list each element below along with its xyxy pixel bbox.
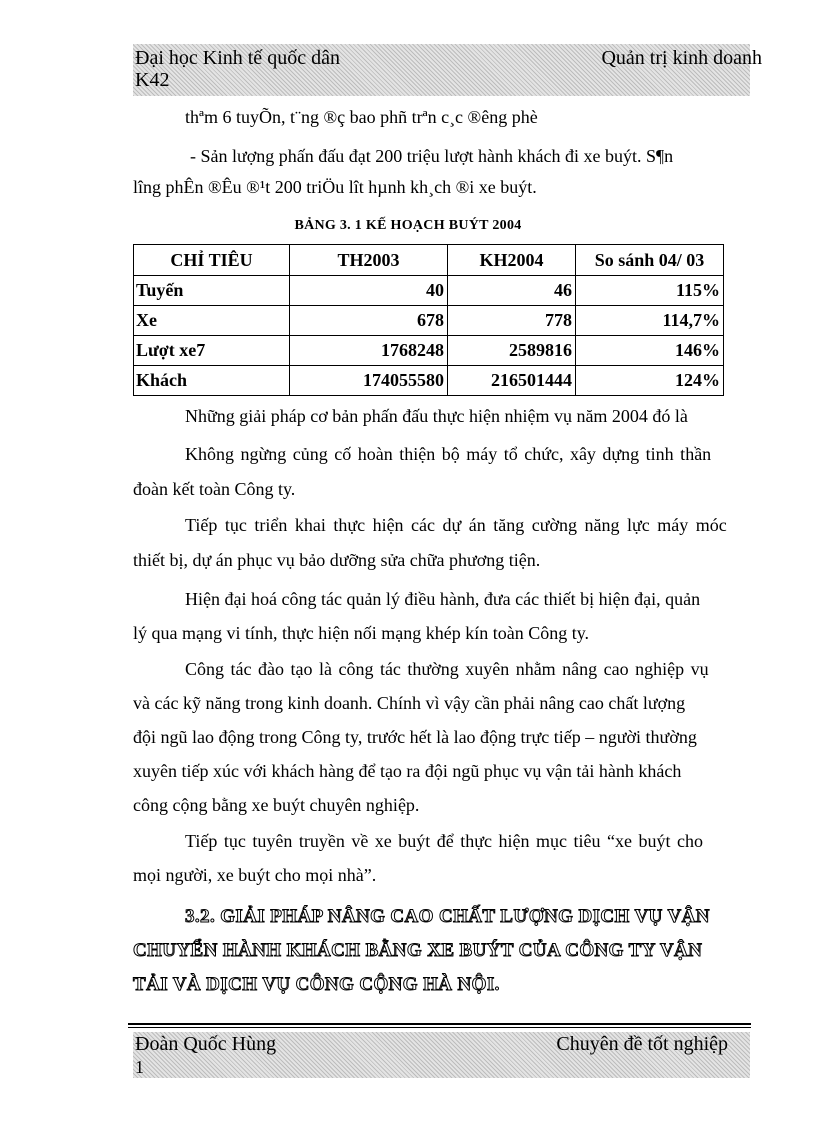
table-cell: Xe xyxy=(134,306,290,336)
table-cell: 40 xyxy=(290,276,448,306)
table-row xyxy=(134,336,724,366)
table-cell: Tuyến xyxy=(134,276,290,306)
table-header-cell: So sánh 04/ 03 xyxy=(576,245,724,276)
paragraph-line: Tiếp tục tuyên truyền về xe buýt để thực hiện mục tiêu “xe buýt cho xyxy=(185,831,703,851)
table-cell: Khách xyxy=(134,366,290,396)
table-cell: 115% xyxy=(576,276,724,306)
footer-divider xyxy=(128,1027,751,1028)
section-heading-line-2: CHUYỂN HÀNH KHÁCH BẰNG XE BUÝT CỦA CÔNG TY VẬN xyxy=(133,940,703,961)
table-cell: 2589816 xyxy=(448,336,576,366)
table-cell: 216501444 xyxy=(448,366,576,396)
paragraph-line: thiết bị, dự án phục vụ bảo dưỡng sửa chữa phương tiện. xyxy=(133,550,541,570)
table-cell: 124% xyxy=(576,366,724,396)
paragraph-line: Công tác đào tạo là công tác thường xuyên nhằm nâng cao nghiệp vụ xyxy=(185,659,709,679)
header-class: K42 xyxy=(135,69,170,91)
table-row xyxy=(134,276,724,306)
paragraph-line: xuyên tiếp xúc với khách hàng để tạo ra đội ngũ phục vụ vận tải hành khách xyxy=(133,761,682,781)
footer-author: Đoàn Quốc Hùng xyxy=(135,1033,277,1055)
table-cell: 114,7% xyxy=(576,306,724,336)
body-line-2: - Sản lượng phấn đấu đạt 200 triệu lượt hành khách đi xe buýt. S¶n xyxy=(190,146,674,166)
table-header-cell: KH2004 xyxy=(448,245,576,276)
page-number: 1 xyxy=(135,1057,144,1077)
section-heading-line-3: TẢI VÀ DỊCH VỤ CÔNG CỘNG HÀ NỘI. xyxy=(133,974,500,995)
paragraph-line: và các kỹ năng trong kinh doanh. Chính vì vậy cần phải nâng cao chất lượng xyxy=(133,693,686,713)
table-row xyxy=(134,366,724,396)
table-header-row xyxy=(134,245,724,276)
table-cell: Lượt xe7 xyxy=(134,336,290,366)
paragraph-line: Không ngừng củng cố hoàn thiện bộ máy tổ chức, xây dựng tinh thần xyxy=(185,444,712,464)
paragraph-line: đội ngũ lao động trong Công ty, trước hết là lao động trực tiếp – người thường xyxy=(133,727,697,747)
table-row xyxy=(134,306,724,336)
table-cell: 46 xyxy=(448,276,576,306)
paragraph-line: Tiếp tục triển khai thực hiện các dự án tăng cường năng lực máy móc xyxy=(185,515,727,535)
footer-doc-type: Chuyên đề tốt nghiệp xyxy=(556,1033,728,1055)
page-header xyxy=(133,44,762,96)
table-cell: 146% xyxy=(576,336,724,366)
bus-plan-table xyxy=(133,244,724,396)
table-caption: BẢNG 3. 1 KẾ HOẠCH BUÝT 2004 xyxy=(294,218,522,233)
body-line-1: thªm 6 tuyÕn, t¨ng ®ç bao phñ trªn c¸c ®êng phè xyxy=(185,107,538,127)
paragraph-line: mọi người, xe buýt cho mọi nhà”. xyxy=(133,865,377,885)
paragraph-line: Hiện đại hoá công tác quản lý điều hành, đưa các thiết bị hiện đại, quản xyxy=(185,589,701,609)
body-line-3: lîng phÊn ®Êu ®¹t 200 triÖu lît hµnh kh¸ch ®i xe buýt. xyxy=(133,177,537,197)
table-cell: 778 xyxy=(448,306,576,336)
header-major: Quản trị kinh doanh xyxy=(601,47,762,69)
header-university: Đại học Kinh tế quốc dân xyxy=(135,47,340,69)
paragraph-line: công cộng bằng xe buýt chuyên nghiệp. xyxy=(133,795,420,815)
section-heading-line-1: 3.2. GIẢI PHÁP NÂNG CAO CHẤT LƯỢNG DỊCH VỤ VẬN xyxy=(185,906,710,927)
table-cell: 678 xyxy=(290,306,448,336)
table-cell: 1768248 xyxy=(290,336,448,366)
table-cell: 174055580 xyxy=(290,366,448,396)
paragraph-line: lý qua mạng vi tính, thực hiện nối mạng khép kín toàn Công ty. xyxy=(133,623,590,643)
table-header-cell: TH2003 xyxy=(290,245,448,276)
paragraph-line: đoàn kết toàn Công ty. xyxy=(133,479,296,499)
table-header-cell: CHỈ TIÊU xyxy=(134,245,290,276)
footer-divider xyxy=(128,1023,751,1025)
page-footer xyxy=(133,1032,750,1078)
paragraph-line: Những giải pháp cơ bản phấn đấu thực hiện nhiệm vụ năm 2004 đó là xyxy=(185,406,688,426)
